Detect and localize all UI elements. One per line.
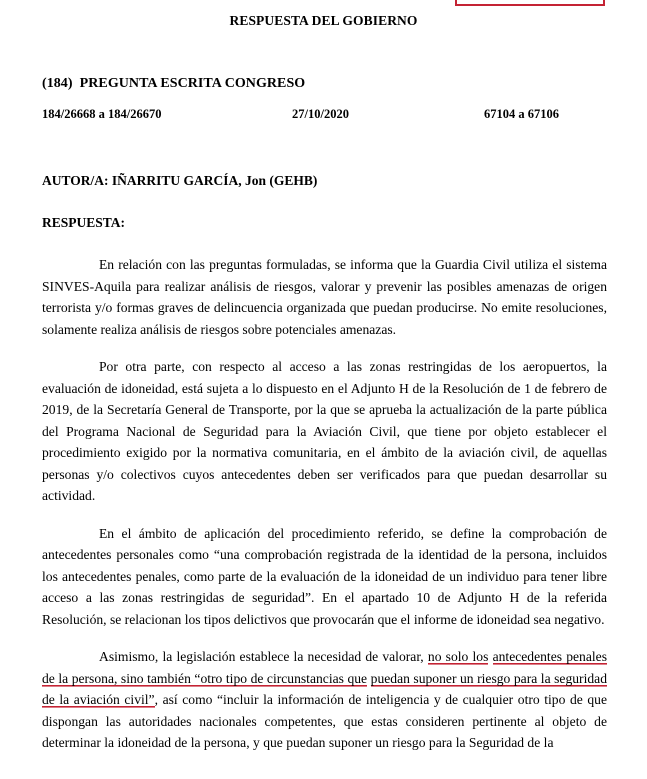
paragraph-3: En el ámbito de aplicación del procedimiento referido, se define la comprobación de antecedentes personales como “una comprobación registrada de la identidad de la persona, incluidos los antecedentes penales, como parte de la evaluación de la idoneidad de un individuo para tener libre acceso a las zonas restringidas de seguridad”. En el apartado 10 de Adjunto H de la referida Resolución, se relacionan los tipos delictivos que provocarán que el informe de idoneidad sea negativo. [42, 525, 607, 627]
paragraph-4 [42, 646, 607, 754]
redaction-box-annotation [455, 0, 605, 6]
response-date: 27/10/2020 [292, 107, 349, 121]
page-title: RESPUESTA DEL GOBIERNO [229, 13, 418, 28]
highlighted-text-3: puedan suponer un riesgo para la seguridad de la aviación civil” [42, 670, 607, 707]
final-paragraph-lead: Asimismo, la legislación establece la necesidad de valorar, [99, 649, 428, 664]
paragraph-2: Por otra parte, con respecto al acceso a las zonas restringidas de los aeropuertos, la evaluación de idoneidad, está sujeta a lo dispuesto en el Adjunto H de la Resolución de 1 de febrero de 2019, de la Secretaría General de Transporte, por la que se aprueba la actualización de la parte pública del Programa Nacional de Seguridad para la Aviación Civil, que tiene por objeto establecer el procedimiento exigido por la normativa comunitaria, en el ámbito de la aviación civil, de aquellas personas y/o colectivos cuyos antecedentes deben ser verificados para que puedan desarrollar su actividad. [42, 359, 607, 503]
final-paragraph-tail: , así como “incluir la información de inteligencia y de cualquier otro tipo de que dispongan las autoridades nacionales competentes, que estas consideren pertinente al objeto de determinar la idoneidad de la persona, y que puedan suponer un riesgo para la Seguridad de la [42, 692, 607, 750]
registry-range: 67104 a 67106 [484, 107, 559, 121]
document-body [42, 254, 607, 754]
question-heading: (184) PREGUNTA ESCRITA CONGRESO [42, 76, 306, 91]
highlighted-text-2: antecedentes penales de la persona, sino también “otro tipo de circunstancias que [42, 649, 607, 686]
author-line: AUTOR/A: IÑARRITU GARCÍA, Jon (GEHB) [42, 173, 318, 188]
answer-label: RESPUESTA: [42, 215, 126, 230]
highlighted-text-1: no solo los [427, 649, 489, 664]
expedient-range: 184/26668 a 184/26670 [42, 107, 162, 121]
paragraph-1: En relación con las preguntas formuladas, se informa que la Guardia Civil utiliza el sistema SINVES-Aquila para realizar análisis de riesgos, valorar y prevenir las posibles amenazas de origen terrorista y/o formas graves de delincuencia organizada que puedan producirse. No emite resoluciones, solamente realiza análisis de riesgos sobre potenciales amenazas. [42, 257, 607, 337]
